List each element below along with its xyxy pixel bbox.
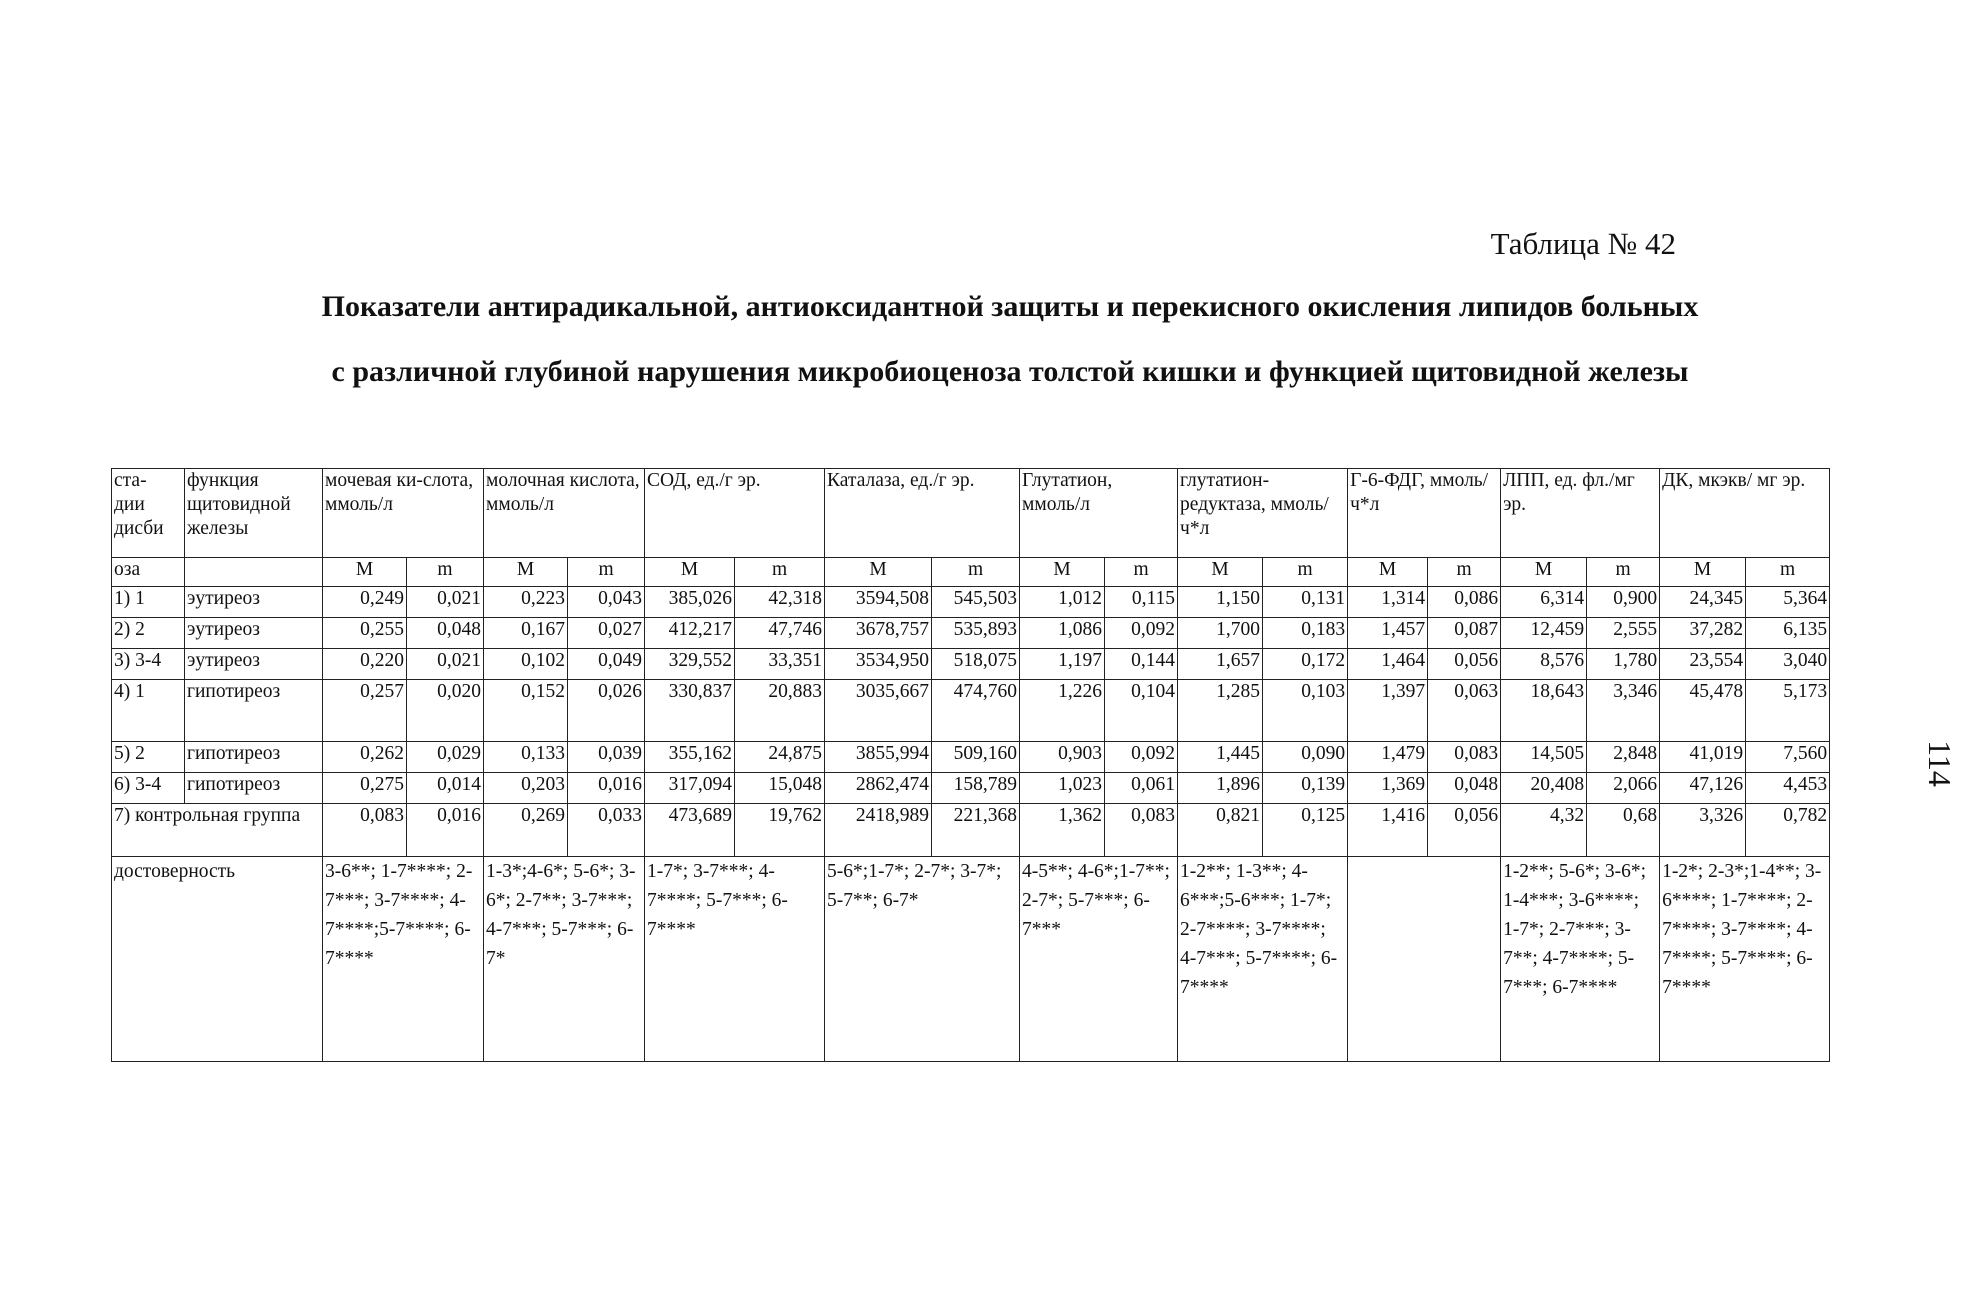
subheader-error: m xyxy=(1746,558,1830,587)
value-cell: 47,746 xyxy=(735,618,825,649)
value-cell: 4,453 xyxy=(1746,773,1830,804)
value-cell: 0,782 xyxy=(1746,804,1830,857)
value-cell: 3855,994 xyxy=(825,742,932,773)
value-cell: 0,144 xyxy=(1105,649,1178,680)
table-row xyxy=(112,773,1830,804)
value-cell: 221,368 xyxy=(932,804,1020,857)
value-cell: 18,643 xyxy=(1501,680,1587,742)
value-cell: 0,083 xyxy=(323,804,407,857)
value-cell: 1,012 xyxy=(1020,587,1105,618)
subheader-row xyxy=(112,558,1830,587)
table-row xyxy=(112,649,1830,680)
value-cell: 1,700 xyxy=(1178,618,1263,649)
value-cell: 0,063 xyxy=(1428,680,1501,742)
stage-cell: 4) 1 xyxy=(112,680,185,742)
value-cell: 0,104 xyxy=(1105,680,1178,742)
value-cell: 24,875 xyxy=(735,742,825,773)
stage-cell: 5) 2 xyxy=(112,742,185,773)
value-cell: 317,094 xyxy=(645,773,735,804)
value-cell: 0,092 xyxy=(1105,742,1178,773)
value-cell: 1,445 xyxy=(1178,742,1263,773)
value-cell: 7,560 xyxy=(1746,742,1830,773)
value-cell: 0,262 xyxy=(323,742,407,773)
subheader-mean: M xyxy=(645,558,735,587)
header-function: функция щитовидной железы xyxy=(185,469,323,558)
value-cell: 0,056 xyxy=(1428,649,1501,680)
subheader-error: m xyxy=(1263,558,1348,587)
value-cell: 6,135 xyxy=(1746,618,1830,649)
value-cell: 509,160 xyxy=(932,742,1020,773)
subheader-mean: M xyxy=(1660,558,1746,587)
header-dk: ДК, мкэкв/ мг эр. xyxy=(1660,469,1830,558)
value-cell: 1,464 xyxy=(1348,649,1428,680)
value-cell: 0,139 xyxy=(1263,773,1348,804)
value-cell: 0,043 xyxy=(568,587,645,618)
value-cell: 0,900 xyxy=(1587,587,1660,618)
value-cell: 0,131 xyxy=(1263,587,1348,618)
value-cell: 15,048 xyxy=(735,773,825,804)
significance-cell: 1-7*; 3-7***; 4-7****; 5-7***; 6-7**** xyxy=(645,857,825,1062)
value-cell: 0,223 xyxy=(484,587,568,618)
value-cell: 0,115 xyxy=(1105,587,1178,618)
table-row xyxy=(112,587,1830,618)
value-cell: 3678,757 xyxy=(825,618,932,649)
header-stage: ста- дии дисби xyxy=(112,469,185,558)
table-title-line-2: с различной глубиной нарушения микробиоценоза толстой кишки и функцией щитовидной железы xyxy=(331,355,1689,388)
significance-label: достоверность xyxy=(112,857,323,1062)
significance-cell: 4-5**; 4-6*;1-7**; 2-7*; 5-7***; 6-7*** xyxy=(1020,857,1178,1062)
value-cell: 8,576 xyxy=(1501,649,1587,680)
value-cell: 355,162 xyxy=(645,742,735,773)
value-cell: 1,197 xyxy=(1020,649,1105,680)
value-cell: 3,346 xyxy=(1587,680,1660,742)
value-cell: 0,014 xyxy=(407,773,484,804)
value-cell: 3035,667 xyxy=(825,680,932,742)
subheader-empty xyxy=(185,558,323,587)
value-cell: 0,048 xyxy=(1428,773,1501,804)
value-cell: 0,821 xyxy=(1178,804,1263,857)
subheader-mean: M xyxy=(323,558,407,587)
value-cell: 473,689 xyxy=(645,804,735,857)
header-glutathione: Глутатион, ммоль/л xyxy=(1020,469,1178,558)
value-cell: 23,554 xyxy=(1660,649,1746,680)
value-cell: 14,505 xyxy=(1501,742,1587,773)
value-cell: 0,021 xyxy=(407,587,484,618)
value-cell: 0,269 xyxy=(484,804,568,857)
stage-cell: 6) 3-4 xyxy=(112,773,185,804)
value-cell: 0,090 xyxy=(1263,742,1348,773)
data-table xyxy=(111,468,1830,1062)
value-cell: 0,220 xyxy=(323,649,407,680)
value-cell: 0,167 xyxy=(484,618,568,649)
value-cell: 5,173 xyxy=(1746,680,1830,742)
header-sod: СОД, ед./г эр. xyxy=(645,469,825,558)
significance-row xyxy=(112,857,1830,1062)
value-cell: 33,351 xyxy=(735,649,825,680)
header-lpp: ЛПП, ед. фл./мг эр. xyxy=(1501,469,1660,558)
value-cell: 2418,989 xyxy=(825,804,932,857)
significance-cell: 1-2**; 5-6*; 3-6*; 1-4***; 3-6****; 1-7*; 2-7***; 3-7**; 4-7****; 5-7***; 6-7**** xyxy=(1501,857,1660,1062)
value-cell: 0,033 xyxy=(568,804,645,857)
value-cell: 24,345 xyxy=(1660,587,1746,618)
function-cell: эутиреоз xyxy=(185,618,323,649)
significance-cell: 5-6*;1-7*; 2-7*; 3-7*; 5-7**; 6-7* xyxy=(825,857,1020,1062)
value-cell: 0,903 xyxy=(1020,742,1105,773)
value-cell: 474,760 xyxy=(932,680,1020,742)
subheader-error: m xyxy=(407,558,484,587)
header-lactic-acid: молочная кислота, ммоль/л xyxy=(484,469,645,558)
significance-cell: 3-6**; 1-7****; 2-7***; 3-7****; 4-7****;5-7****; 6-7**** xyxy=(323,857,484,1062)
function-cell: гипотиреоз xyxy=(185,742,323,773)
value-cell: 1,780 xyxy=(1587,649,1660,680)
value-cell: 2,848 xyxy=(1587,742,1660,773)
value-cell: 20,883 xyxy=(735,680,825,742)
subheader-error: m xyxy=(735,558,825,587)
subheader-error: m xyxy=(932,558,1020,587)
stage-cell: 2) 2 xyxy=(112,618,185,649)
value-cell: 0,021 xyxy=(407,649,484,680)
significance-cell xyxy=(1348,857,1501,1062)
value-cell: 518,075 xyxy=(932,649,1020,680)
value-cell: 0,026 xyxy=(568,680,645,742)
stage-cell: 7) контрольная группа xyxy=(112,804,323,857)
value-cell: 1,457 xyxy=(1348,618,1428,649)
value-cell: 42,318 xyxy=(735,587,825,618)
value-cell: 330,837 xyxy=(645,680,735,742)
value-cell: 0,102 xyxy=(484,649,568,680)
value-cell: 0,087 xyxy=(1428,618,1501,649)
subheader-mean: M xyxy=(1020,558,1105,587)
value-cell: 0,016 xyxy=(568,773,645,804)
value-cell: 20,408 xyxy=(1501,773,1587,804)
subheader-mean: M xyxy=(1501,558,1587,587)
value-cell: 0,275 xyxy=(323,773,407,804)
table-number-label: Таблица № 42 xyxy=(1490,226,1676,261)
value-cell: 47,126 xyxy=(1660,773,1746,804)
value-cell: 329,552 xyxy=(645,649,735,680)
value-cell: 0,133 xyxy=(484,742,568,773)
value-cell: 0,048 xyxy=(407,618,484,649)
value-cell: 0,125 xyxy=(1263,804,1348,857)
value-cell: 2,066 xyxy=(1587,773,1660,804)
stage-cell: 1) 1 xyxy=(112,587,185,618)
subheader-mean: M xyxy=(825,558,932,587)
value-cell: 3594,508 xyxy=(825,587,932,618)
value-cell: 1,150 xyxy=(1178,587,1263,618)
value-cell: 37,282 xyxy=(1660,618,1746,649)
significance-cell: 1-2*; 2-3*;1-4**; 3-6****; 1-7****; 2-7****; 3-7****; 4-7****; 5-7****; 6-7**** xyxy=(1660,857,1830,1062)
value-cell: 1,416 xyxy=(1348,804,1428,857)
header-stage-tail: оза xyxy=(112,558,185,587)
value-cell: 0,016 xyxy=(407,804,484,857)
value-cell: 1,397 xyxy=(1348,680,1428,742)
value-cell: 0,183 xyxy=(1263,618,1348,649)
function-cell: эутиреоз xyxy=(185,587,323,618)
value-cell: 0,083 xyxy=(1105,804,1178,857)
value-cell: 12,459 xyxy=(1501,618,1587,649)
value-cell: 0,020 xyxy=(407,680,484,742)
value-cell: 1,896 xyxy=(1178,773,1263,804)
value-cell: 0,049 xyxy=(568,649,645,680)
value-cell: 3534,950 xyxy=(825,649,932,680)
header-g6pd: Г-6-ФДГ, ммоль/ч*л xyxy=(1348,469,1501,558)
subheader-error: m xyxy=(1587,558,1660,587)
value-cell: 2862,474 xyxy=(825,773,932,804)
value-cell: 0,203 xyxy=(484,773,568,804)
table-row xyxy=(112,680,1830,742)
value-cell: 4,32 xyxy=(1501,804,1587,857)
value-cell: 1,369 xyxy=(1348,773,1428,804)
table-row xyxy=(112,618,1830,649)
value-cell: 158,789 xyxy=(932,773,1020,804)
function-cell: гипотиреоз xyxy=(185,680,323,742)
subheader-error: m xyxy=(568,558,645,587)
value-cell: 45,478 xyxy=(1660,680,1746,742)
value-cell: 2,555 xyxy=(1587,618,1660,649)
subheader-error: m xyxy=(1105,558,1178,587)
function-cell: гипотиреоз xyxy=(185,773,323,804)
value-cell: 0,086 xyxy=(1428,587,1501,618)
subheader-mean: M xyxy=(1348,558,1428,587)
value-cell: 0,257 xyxy=(323,680,407,742)
value-cell: 0,68 xyxy=(1587,804,1660,857)
value-cell: 1,657 xyxy=(1178,649,1263,680)
value-cell: 412,217 xyxy=(645,618,735,649)
header-uric-acid: мочевая ки-слота, ммоль/л xyxy=(323,469,484,558)
value-cell: 5,364 xyxy=(1746,587,1830,618)
value-cell: 545,503 xyxy=(932,587,1020,618)
value-cell: 1,086 xyxy=(1020,618,1105,649)
table-title-line-1: Показатели антирадикальной, антиоксидантной защиты и перекисного окисления липидов больных xyxy=(321,290,1699,323)
significance-cell: 1-3*;4-6*; 5-6*; 3-6*; 2-7**; 3-7***; 4-7***; 5-7***; 6-7* xyxy=(484,857,645,1062)
value-cell: 0,255 xyxy=(323,618,407,649)
value-cell: 6,314 xyxy=(1501,587,1587,618)
value-cell: 0,061 xyxy=(1105,773,1178,804)
stage-cell: 3) 3-4 xyxy=(112,649,185,680)
value-cell: 0,103 xyxy=(1263,680,1348,742)
value-cell: 0,152 xyxy=(484,680,568,742)
value-cell: 0,083 xyxy=(1428,742,1501,773)
value-cell: 1,226 xyxy=(1020,680,1105,742)
header-glutathione-reductase: глутатион-редуктаза, ммоль/ч*л xyxy=(1178,469,1348,558)
value-cell: 1,479 xyxy=(1348,742,1428,773)
subheader-error: m xyxy=(1428,558,1501,587)
value-cell: 1,023 xyxy=(1020,773,1105,804)
value-cell: 0,027 xyxy=(568,618,645,649)
table-row xyxy=(112,804,1830,857)
value-cell: 0,092 xyxy=(1105,618,1178,649)
value-cell: 41,019 xyxy=(1660,742,1746,773)
value-cell: 1,362 xyxy=(1020,804,1105,857)
value-cell: 1,314 xyxy=(1348,587,1428,618)
function-cell: эутиреоз xyxy=(185,649,323,680)
subheader-mean: M xyxy=(484,558,568,587)
page-number: 114 xyxy=(1921,740,1958,787)
header-row xyxy=(112,469,1830,558)
value-cell: 0,056 xyxy=(1428,804,1501,857)
value-cell: 0,039 xyxy=(568,742,645,773)
significance-cell: 1-2**; 1-3**; 4-6***;5-6***; 1-7*; 2-7****; 3-7****; 4-7***; 5-7****; 6-7**** xyxy=(1178,857,1348,1062)
value-cell: 1,285 xyxy=(1178,680,1263,742)
value-cell: 0,172 xyxy=(1263,649,1348,680)
value-cell: 0,029 xyxy=(407,742,484,773)
value-cell: 3,326 xyxy=(1660,804,1746,857)
value-cell: 385,026 xyxy=(645,587,735,618)
subheader-mean: M xyxy=(1178,558,1263,587)
table-row xyxy=(112,742,1830,773)
value-cell: 19,762 xyxy=(735,804,825,857)
value-cell: 0,249 xyxy=(323,587,407,618)
value-cell: 535,893 xyxy=(932,618,1020,649)
header-catalase: Каталаза, ед./г эр. xyxy=(825,469,1020,558)
value-cell: 3,040 xyxy=(1746,649,1830,680)
